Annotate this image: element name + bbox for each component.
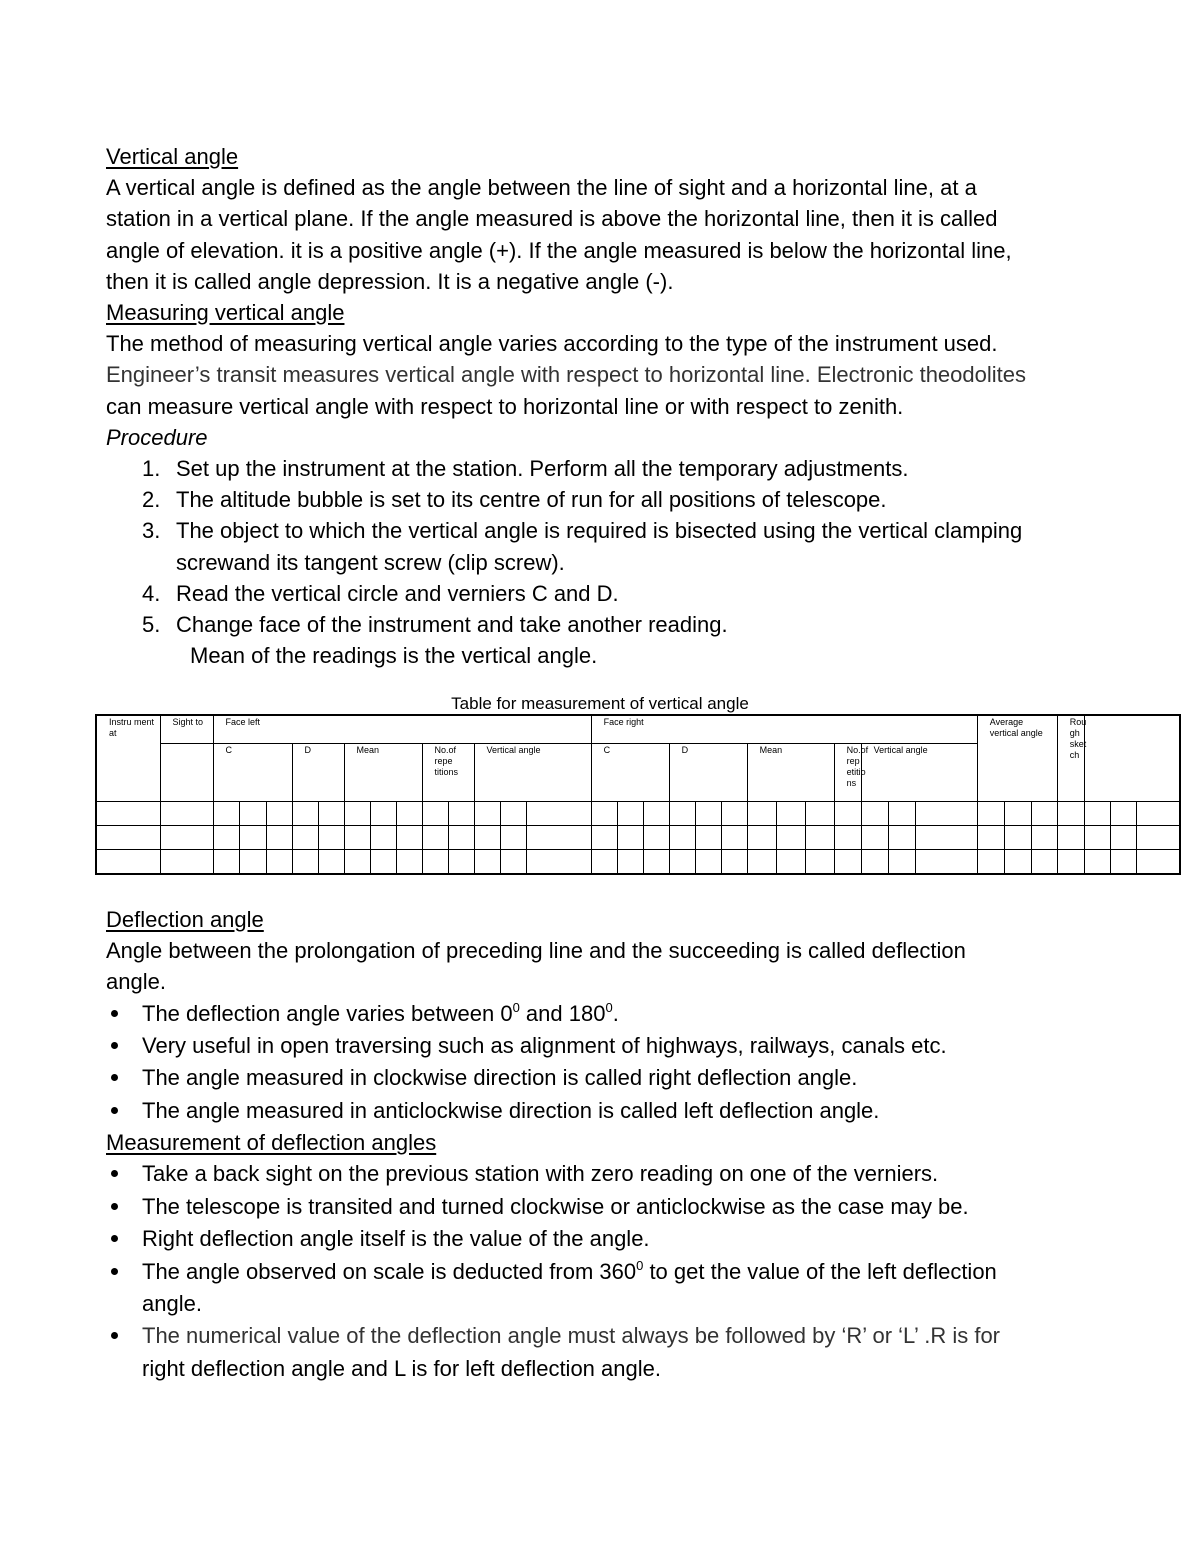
table-row (96, 850, 1180, 875)
table-cell (266, 802, 292, 826)
table-cell (1084, 850, 1110, 875)
degree-sup: 0 (636, 1257, 644, 1273)
table-cell (422, 826, 448, 850)
table-cell (695, 850, 721, 875)
table-cell (239, 826, 266, 850)
vertical-angle-para-line: then it is called angle depression. It is a negative angle (-). (106, 268, 674, 294)
bullet-text: The deflection angle varies between 0 (142, 1000, 513, 1026)
table-cell (888, 826, 915, 850)
table-cell (669, 826, 695, 850)
header-instrument-at: Instru ment at (96, 715, 160, 802)
table-cell (1057, 850, 1084, 875)
table-cell (370, 802, 396, 826)
table-cell (1031, 826, 1057, 850)
step-text: Read the vertical circle and verniers C and D. (176, 580, 619, 606)
table-cell (695, 802, 721, 826)
measurement-bullet (106, 1223, 1106, 1255)
table-cell (861, 826, 888, 850)
table-cell (448, 826, 474, 850)
table-cell (239, 802, 266, 826)
table-cell (861, 850, 888, 875)
header-mean-right: Mean (747, 744, 834, 802)
heading-deflection-angle: Deflection angle (106, 907, 264, 932)
step-number: 5. (142, 612, 161, 638)
header-sight-to: Sight to (160, 715, 213, 744)
table-cell (160, 802, 213, 826)
table-cell (776, 802, 805, 826)
table-cell (318, 802, 344, 826)
vertical-angle-para-line: angle of elevation. it is a positive angle (+). If the angle measured is below the horizontal line, (106, 237, 1012, 263)
table-row (96, 802, 1180, 826)
header-d-right: D (669, 744, 747, 802)
table-cell (500, 826, 526, 850)
measurement-bullet (106, 1256, 1106, 1321)
measurement-bullet (106, 1158, 1106, 1190)
table-cell (526, 826, 591, 850)
header-average-vertical-angle: Average vertical angle (977, 715, 1057, 802)
table-cell (617, 850, 643, 875)
bullet-text: The telescope is transited and turned clockwise or anticlockwise as the case may be. (142, 1193, 969, 1219)
step-number: 2. (142, 487, 161, 513)
table-cell (1084, 826, 1110, 850)
table-cell (370, 850, 396, 875)
table-cell (776, 826, 805, 850)
table-cell (915, 850, 977, 875)
vertical-angle-table (95, 714, 1181, 875)
table-cell (805, 826, 834, 850)
procedure-step (106, 609, 1106, 640)
procedure-step (106, 484, 1106, 515)
table-cell (1110, 850, 1136, 875)
table-cell (239, 850, 266, 875)
lower-content (106, 904, 1106, 1385)
table-cell (292, 802, 318, 826)
step-text: Change face of the instrument and take another reading. (176, 612, 728, 638)
step-text: Set up the instrument at the station. Perform all the temporary adjustments. (176, 456, 909, 482)
table-cell (96, 802, 160, 826)
bullet-text: to get the value of the left deflection (643, 1258, 997, 1284)
table-cell (474, 850, 500, 875)
heading-measuring-vertical-angle: Measuring vertical angle (106, 300, 345, 326)
table-cell (834, 802, 861, 826)
table-caption: Table for measurement of vertical angle (451, 694, 749, 713)
table-cell (396, 850, 422, 875)
procedure-mean-line: Mean of the readings is the vertical angle. (190, 643, 598, 669)
header-vertical-angle-left: Vertical angle (474, 744, 591, 802)
table-cell (721, 850, 747, 875)
table-cell (805, 802, 834, 826)
upper-content (106, 141, 1106, 671)
table-cell (591, 850, 617, 875)
table-cell (888, 802, 915, 826)
bullet-text: angle. (142, 1291, 202, 1317)
table-cell (160, 850, 213, 875)
table-cell (474, 826, 500, 850)
table-cell (977, 826, 1004, 850)
table-cell (669, 850, 695, 875)
table-cell (292, 850, 318, 875)
table-cell (526, 850, 591, 875)
table-cell (448, 802, 474, 826)
table-cell (526, 802, 591, 826)
table-cell (861, 802, 888, 826)
table-cell (1110, 826, 1136, 850)
degree-sup: 0 (605, 999, 613, 1015)
table-cell (669, 802, 695, 826)
bullet-text: and 180 (519, 1000, 606, 1026)
bullet-text: Right deflection angle itself is the value of the angle. (142, 1226, 650, 1252)
measurement-bullet (106, 1191, 1106, 1223)
bullet-text: The angle measured in clockwise direction is called right deflection angle. (142, 1065, 858, 1091)
bullet-text: The angle measured in anticlockwise direction is called left deflection angle. (142, 1097, 880, 1123)
table-cell (1031, 850, 1057, 875)
table-cell (643, 802, 669, 826)
table-cell (888, 850, 915, 875)
table-cell (1057, 802, 1084, 826)
table-cell (292, 826, 318, 850)
table-cell (266, 826, 292, 850)
header-rough-sketch: Rou gh sket ch (1057, 715, 1084, 802)
header-sight-to-blank (160, 744, 213, 802)
table-cell (474, 802, 500, 826)
heading-procedure: Procedure (106, 424, 208, 450)
table-cell (160, 826, 213, 850)
deflection-bullet (106, 1030, 1106, 1062)
vertical-angle-para-line: station in a vertical plane. If the angle measured is above the horizontal line, then it is called (106, 206, 998, 232)
table-cell (747, 850, 776, 875)
table-cell (448, 850, 474, 875)
header-c-left: C (213, 744, 292, 802)
table-cell (805, 850, 834, 875)
deflection-bullets (106, 998, 1106, 1128)
table-cell (591, 826, 617, 850)
table-cell (370, 826, 396, 850)
table-cell (422, 850, 448, 875)
table-cell (617, 802, 643, 826)
table-cell (213, 850, 239, 875)
bullet-text: Take a back sight on the previous station with zero reading on one of the verniers. (142, 1161, 939, 1187)
header-face-left: Face left (213, 715, 591, 744)
table-cell (1136, 826, 1180, 850)
step-number: 3. (142, 518, 161, 544)
table-cell (344, 826, 370, 850)
measuring-para-line: can measure vertical angle with respect to horizontal line or with respect to zenith. (106, 393, 904, 419)
table-cell (591, 802, 617, 826)
deflection-para-line: Angle between the prolongation of preceding line and the succeeding is called deflection (106, 938, 966, 964)
step-number: 1. (142, 456, 161, 482)
table-cell (344, 802, 370, 826)
table-cell (96, 826, 160, 850)
deflection-para-line: angle. (106, 969, 166, 995)
deflection-bullet (106, 1062, 1106, 1094)
table-cell (747, 802, 776, 826)
header-mean-left: Mean (344, 744, 422, 802)
procedure-step (106, 453, 1106, 484)
table-cell (500, 850, 526, 875)
table-cell (422, 802, 448, 826)
table-cell (643, 850, 669, 875)
header-face-right: Face right (591, 715, 977, 744)
table-cell (834, 826, 861, 850)
procedure-step (106, 515, 1106, 577)
measuring-para-line: Engineer’s transit measures vertical angle with respect to horizontal line. Electronic theodolites (106, 362, 1026, 388)
step-text: screwand its tangent screw (clip screw). (176, 549, 565, 575)
step-text: The altitude bubble is set to its centre of run for all positions of telescope. (176, 487, 887, 513)
table-cell (344, 850, 370, 875)
table-cell (213, 826, 239, 850)
header-d-left: D (292, 744, 344, 802)
table-cell (1031, 802, 1057, 826)
header-repetitions-right: No.of rep etitio ns (834, 744, 861, 802)
table-cell (617, 826, 643, 850)
table-cell (1084, 802, 1110, 826)
measuring-para-line: The method of measuring vertical angle varies according to the type of the instrument used. (106, 331, 998, 357)
table-cell (1004, 850, 1031, 875)
heading-measurement-deflection: Measurement of deflection angles (106, 1130, 437, 1156)
table-cell (318, 826, 344, 850)
table-cell (747, 826, 776, 850)
table-row (96, 826, 1180, 850)
bullet-text: . (612, 1000, 619, 1026)
header-vertical-angle-right: Vertical angle (861, 744, 977, 802)
table-cell (1004, 802, 1031, 826)
table-cell (213, 802, 239, 826)
table-cell (266, 850, 292, 875)
bullet-text: right deflection angle and L is for left deflection angle. (142, 1355, 661, 1381)
table-cell (1110, 802, 1136, 826)
header-repetitions-left: No.of repe titions (422, 744, 474, 802)
measurement-bullets (106, 1158, 1106, 1385)
table-cell (834, 850, 861, 875)
table-cell (977, 850, 1004, 875)
heading-vertical-angle: Vertical angle (106, 144, 239, 169)
vertical-angle-para-line: A vertical angle is defined as the angle between the line of sight and a horizontal line, at a (106, 175, 977, 201)
step-text: The object to which the vertical angle is required is bisected using the vertical clamping (176, 518, 1023, 544)
table-cell (1057, 826, 1084, 850)
bullet-text: Very useful in open traversing such as alignment of highways, railways, canals etc. (142, 1033, 947, 1059)
procedure-steps (106, 453, 1106, 640)
table-cell (643, 826, 669, 850)
measurement-bullet (106, 1320, 1106, 1385)
bullet-text: The numerical value of the deflection angle must always be followed by ‘R’ or ‘L’ .R is for (142, 1323, 1001, 1349)
table-cell (776, 850, 805, 875)
step-number: 4. (142, 580, 161, 606)
table-cell (721, 802, 747, 826)
degree-sup: 0 (512, 999, 520, 1015)
deflection-bullet (106, 998, 1106, 1030)
bullet-text: The angle observed on scale is deducted from 360 (142, 1258, 637, 1284)
table-cell (396, 802, 422, 826)
table-cell (396, 826, 422, 850)
header-c-right: C (591, 744, 669, 802)
table-cell (721, 826, 747, 850)
table-cell (915, 826, 977, 850)
table-cell (915, 802, 977, 826)
table-cell (977, 802, 1004, 826)
table-cell (1136, 850, 1180, 875)
table-cell (96, 850, 160, 875)
table-cell (695, 826, 721, 850)
table-cell (1136, 802, 1180, 826)
table-cell (1004, 826, 1031, 850)
deflection-bullet (106, 1095, 1106, 1127)
table-cell (500, 802, 526, 826)
table-cell (318, 850, 344, 875)
procedure-step (106, 578, 1106, 609)
